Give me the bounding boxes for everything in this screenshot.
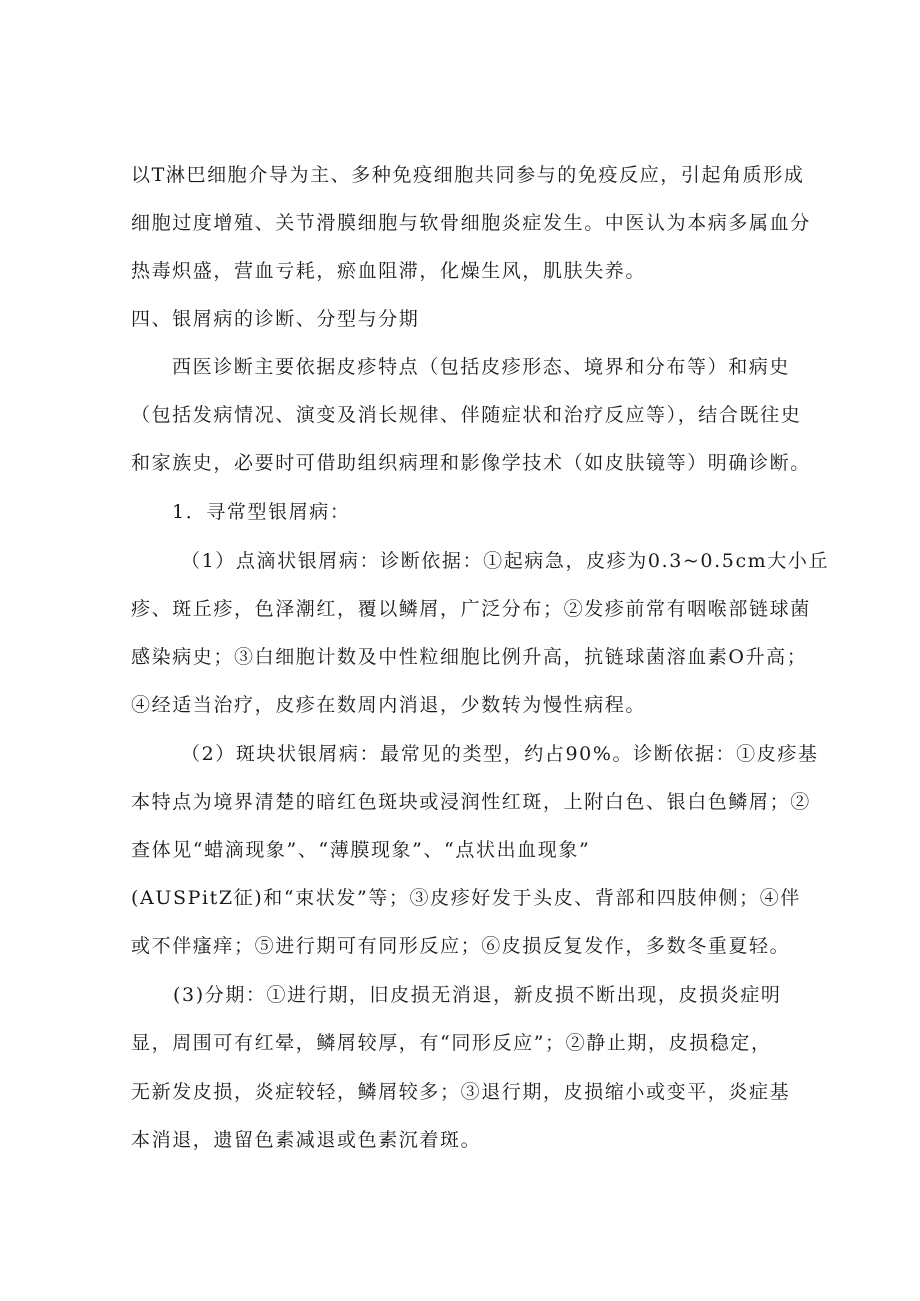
paragraph-line-15: 或不伴瘙痒；⑤进行期可有同形反应；⑥皮损反复发作，多数冬重夏轻。	[131, 935, 791, 957]
paragraph-line-17: 显，周围可有红晕，鳞屑较厚，有“同形反应”；②静止期，皮损稳定，	[131, 1032, 772, 1054]
paragraph-line-18: 无新发皮损，炎症较轻，鳞屑较多；③退行期，皮损缩小或变平，炎症基	[131, 1081, 791, 1103]
paragraph-line-1: 以T淋巴细胞介导为主、多种免疫细胞共同参与的免疫反应，引起角质形成	[131, 164, 805, 186]
paragraph-line-11: （2）斑块状银屑病：最常见的类型，约占90%。诊断依据：①皮疹基	[181, 743, 819, 765]
paragraph-line-6: 和家族史，必要时可借助组织病理和影像学技术（如皮肤镜等）明确诊断。	[131, 452, 811, 474]
paragraph-line-2: 细胞过度增殖、关节滑膜细胞与软骨细胞炎症发生。中医认为本病多属血分	[131, 212, 811, 234]
paragraph-line-9: 感染病史；③白细胞计数及中性粒细胞比例升高，抗链球菌溶血素O升高；	[131, 646, 808, 668]
paragraph-line-5: （包括发病情况、演变及消长规律、伴随症状和治疗反应等），结合既往史	[131, 404, 802, 426]
paragraph-line-12: 本特点为境界清楚的暗红色斑块或浸润性红斑，上附白色、银白色鳞屑；②	[131, 791, 811, 813]
paragraph-line-14: (AUSPitZ征)和“束状发”等；③皮疹好发于头皮、背部和四肢伸侧；④伴	[131, 887, 801, 909]
subheading-1: 1．寻常型银屑病：	[172, 501, 351, 523]
paragraph-line-3: 热毒炽盛，营血亏耗，瘀血阻滞，化燥生风，肌肤失养。	[131, 260, 647, 282]
paragraph-line-10: ④经适当治疗，皮疹在数周内消退，少数转为慢性病程。	[131, 694, 647, 716]
paragraph-line-8: 疹、斑丘疹，色泽潮红，覆以鳞屑，广泛分布；②发疹前常有咽喉部链球菌	[131, 598, 811, 620]
paragraph-line-7: （1）点滴状银屑病：诊断依据：①起病急，皮疹为0.3~0.5cm大小丘	[181, 550, 830, 572]
section-heading: 四、银屑病的诊断、分型与分期	[131, 308, 420, 330]
paragraph-line-19: 本消退，遗留色素减退或色素沉着斑。	[131, 1129, 482, 1151]
paragraph-line-16: (3)分期：①进行期，旧皮损无消退，新皮损不断出现，皮损炎症明	[173, 984, 782, 1006]
paragraph-line-13: 查体见“蜡滴现象”、“薄膜现象”、“点状出血现象”	[131, 839, 591, 861]
paragraph-line-4: 西医诊断主要依据皮疹特点（包括皮疹形态、境界和分布等）和病史	[172, 356, 791, 378]
